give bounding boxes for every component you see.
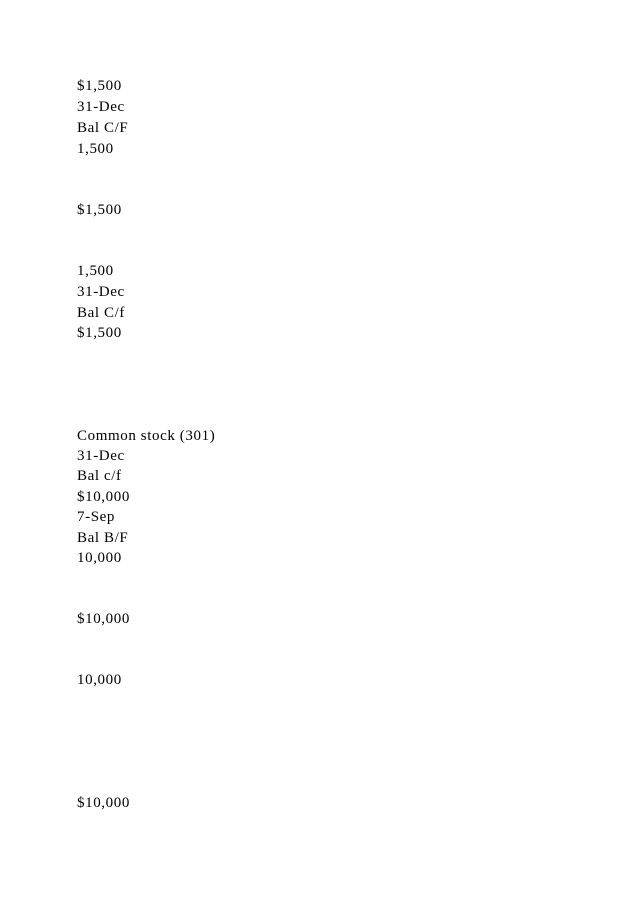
text-line: 7-Sep [77,509,115,525]
text-line: $1,500 [77,202,122,218]
text-line: $1,500 [77,325,122,341]
text-line: Bal C/f [77,305,125,321]
text-line: 31-Dec [77,448,125,464]
text-line: 1,500 [77,263,114,279]
text-line: $10,000 [77,611,130,627]
text-line: $1,500 [77,78,122,94]
text-line: Bal C/F [77,120,129,136]
text-line: 10,000 [77,672,122,688]
section-heading: Common stock (301) [77,428,216,444]
text-line: 31-Dec [77,284,125,300]
text-line: $10,000 [77,489,130,505]
text-line: $10,000 [77,795,130,811]
text-line: Bal B/F [77,530,129,546]
text-line: 31-Dec [77,99,125,115]
text-line: 1,500 [77,141,114,157]
text-line: 10,000 [77,550,122,566]
text-line: Bal c/f [77,468,122,484]
